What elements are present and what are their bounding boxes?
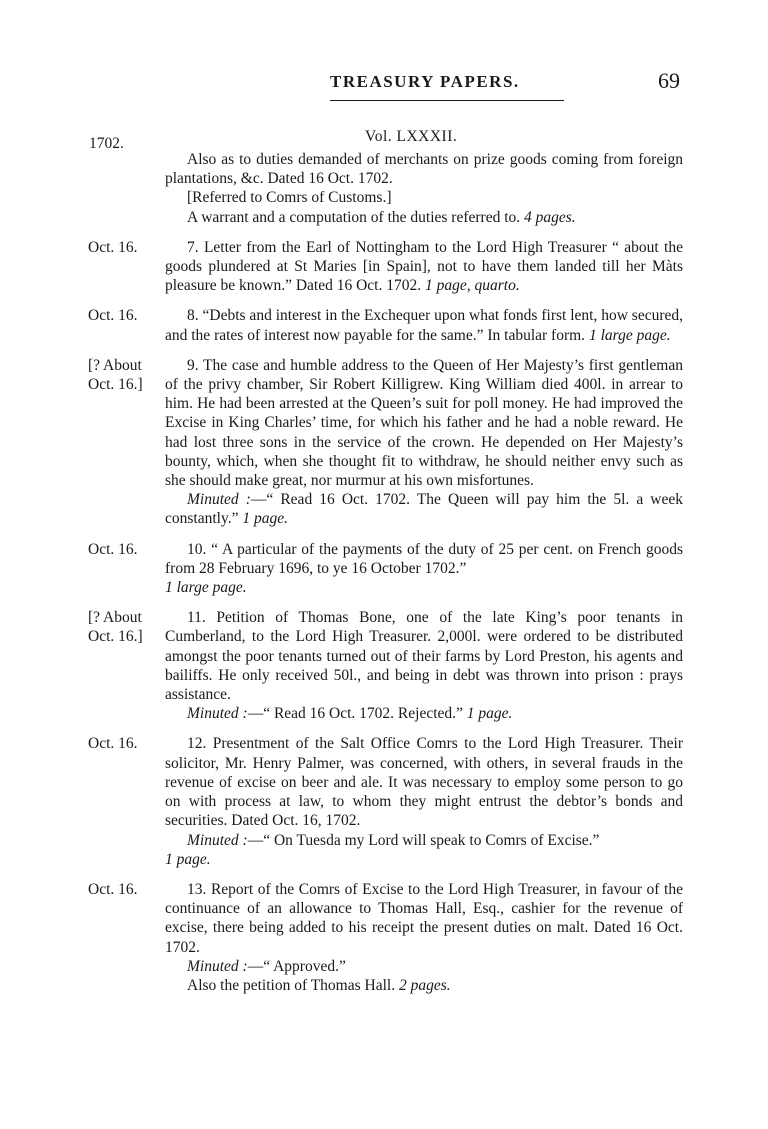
entry-date: [? About Oct. 16.] bbox=[88, 609, 143, 646]
entry-minute: Minuted :—“ On Tuesda my Lord will speak to Comrs of Excise.” bbox=[187, 831, 600, 849]
page-count: 2 pages. bbox=[398, 976, 451, 994]
entry-text: 9. The case and humble address to the Queen of Her Majesty’s first gentleman of the privy chamber, Sir Robert Killigrew. King William died 400l. in arrear to him. He had been arrested at the Queen’s suit for poll money. He had improved the Excise in King Charles’ time, for which his father and he had a noble reward. He had lost three sons in the service of the crown. He depended on Her Majesty’s bounty, which, when she thought fit to withdraw, he should neither envy such as she should make great, nor murmur at his own misfortunes. bbox=[165, 356, 683, 490]
entry-text: 11. Petition of Thomas Bone, one of the late King’s poor tenants in Cumberland, to the Lord High Treasurer. 2,000l. were ordered to be distributed amongst the poor tenants turned out of their farms by Lord Preston, his agents and bailiffs. He only received 50l., and being in debt was thrown into prison : prays assistance. bbox=[165, 609, 683, 704]
entry-minute: Minuted :—“ Approved.” bbox=[187, 957, 346, 975]
page-count: 1 large page. bbox=[165, 579, 247, 597]
entry-extra: Also the petition of Thomas Hall. 2 pages. bbox=[187, 976, 451, 994]
entry-minute: Minuted :—“ Read 16 Oct. 1702. The Queen will pay him the 5l. a week constantly.” 1 page. bbox=[165, 491, 683, 528]
page-count: 1 page. bbox=[466, 705, 513, 723]
entry-11 bbox=[0, 608, 768, 723]
entry-text: 8. “Debts and interest in the Exchequer upon what fonds first lent, how secured, and the rates of interest now payable for the same.” In tabular form. 1 large page. bbox=[165, 307, 683, 344]
entry-9 bbox=[0, 356, 768, 529]
page-count: 4 pages. bbox=[524, 208, 576, 226]
entry-text: Also as to duties demanded of merchants on prize goods coming from foreign plantations, &c. Dated 16 Oct. 1702. bbox=[165, 151, 683, 188]
entry-date: Oct. 16. bbox=[88, 307, 138, 325]
entry-10 bbox=[0, 540, 768, 598]
entry-text: 12. Presentment of the Salt Office Comrs to the Lord High Treasurer. Their solicitor, Mr. Henry Palmer, was concerned, with others, in several frauds in the revenue of excise on beer and ale. It was necessary to employ some person to go on with process at law, to whom they might entrust the debtor’s bonds and securities. Dated Oct. 16, 1702. bbox=[165, 735, 683, 830]
entry-text: 7. Letter from the Earl of Nottingham to the Lord High Treasurer “ about the goods plundered at St Maries [in Spain], not to have them landed till her Màts pleasure be known.” Dated 16 Oct. 1702. 1 page, quarto. bbox=[165, 238, 683, 295]
year-label: 1702. bbox=[89, 135, 124, 152]
entry-date: Oct. 16. bbox=[88, 238, 138, 256]
entry-minute: Minuted :—“ Read 16 Oct. 1702. Rejected.” 1 page. bbox=[187, 705, 513, 723]
page-count: 1 large page. bbox=[588, 326, 671, 344]
page-header bbox=[0, 68, 768, 102]
running-title: TREASURY PAPERS. bbox=[330, 72, 520, 91]
page-count: 1 page. bbox=[165, 850, 211, 868]
page-number: 69 bbox=[658, 68, 680, 93]
volume-label: Vol. LXXXII. bbox=[365, 128, 458, 145]
entry-extra: A warrant and a computation of the duties referred to. 4 pages. bbox=[187, 208, 576, 226]
entry-12 bbox=[0, 734, 768, 868]
entry-13 bbox=[0, 880, 768, 995]
entry-date: Oct. 16. bbox=[88, 880, 138, 898]
entry-7 bbox=[0, 238, 768, 296]
entry-8 bbox=[0, 306, 768, 344]
page-count: 1 page. bbox=[242, 510, 288, 528]
page-count: 1 page, quarto. bbox=[424, 277, 520, 295]
entry-date: Oct. 16. bbox=[88, 735, 138, 753]
entry-continuation bbox=[0, 150, 768, 227]
entry-text: 10. “ A particular of the payments of the duty of 25 per cent. on French goods from 28 February 1696, to ye 16 October 1702.” bbox=[165, 540, 683, 577]
entry-note: [Referred to Comrs of Customs.] bbox=[187, 189, 392, 207]
entry-text: 13. Report of the Comrs of Excise to the Lord High Treasurer, in favour of the continuance of an allowance to Thomas Hall, Esq., cashier for the revenue of excise, there being added to his receipt the present duties on malt. Dated 16 Oct. 1702. bbox=[165, 880, 683, 956]
entry-date: Oct. 16. bbox=[88, 540, 138, 558]
entries-list bbox=[0, 150, 768, 1006]
header-rule bbox=[330, 100, 564, 101]
entry-date: [? About Oct. 16.] bbox=[88, 356, 143, 393]
